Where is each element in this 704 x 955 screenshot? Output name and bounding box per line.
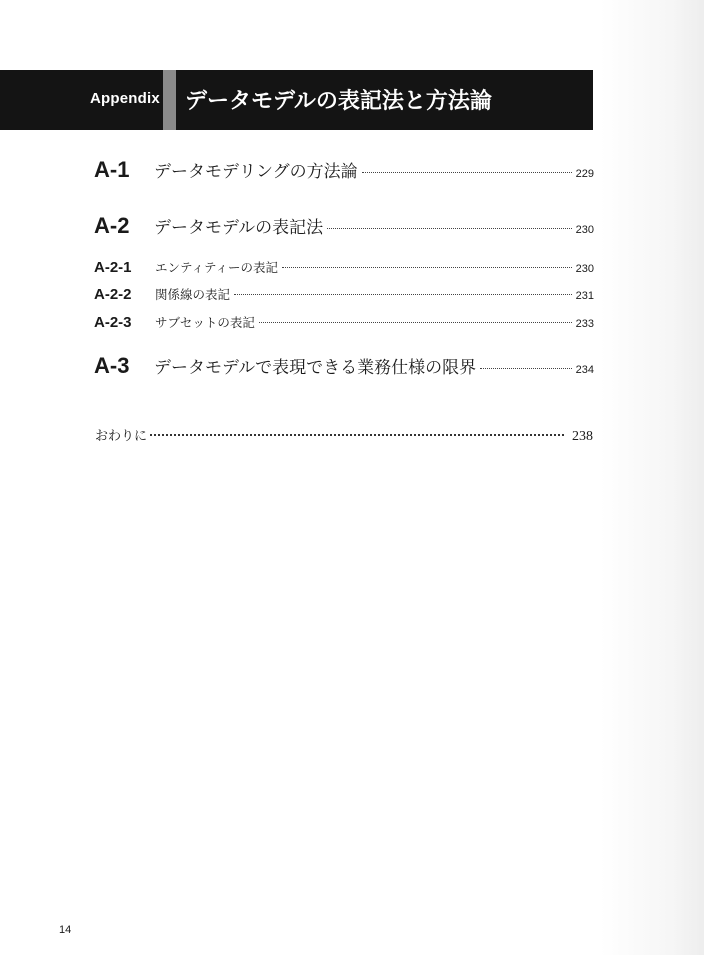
page-number: 230: [575, 263, 594, 275]
dot-leader: [327, 228, 571, 229]
page-number: 231: [575, 290, 594, 302]
toc-entry-a-2-3[interactable]: [94, 313, 594, 331]
dot-leader: [362, 172, 572, 173]
page-number: 233: [575, 318, 594, 330]
section-title: データモデリングの方法論: [154, 162, 358, 182]
page-number: 229: [575, 168, 594, 180]
page-number: 234: [575, 364, 594, 376]
subsection-title: サブセットの表記: [155, 315, 255, 330]
section-number: A-2: [94, 213, 130, 238]
section-title: データモデルの表記法: [154, 218, 324, 238]
subsection-title: エンティティーの表記: [155, 260, 279, 275]
toc-entry-a-1[interactable]: [94, 157, 594, 183]
subsection-number: A-2-3: [94, 314, 132, 331]
subsection-title: 関係線の表記: [155, 287, 231, 302]
closing-title: おわりに: [95, 429, 148, 444]
toc-entry-a-3[interactable]: [94, 353, 594, 379]
dot-leader: [150, 434, 564, 436]
subsection-number: A-2-2: [94, 286, 132, 303]
toc-entry-a-2-2[interactable]: [94, 285, 594, 303]
subsection-number: A-2-1: [94, 259, 132, 276]
appendix-label: Appendix: [90, 90, 160, 107]
dot-leader: [282, 267, 572, 268]
section-title: データモデルで表現できる業務仕様の限界: [154, 358, 477, 378]
page-number: 238: [572, 429, 593, 444]
folio-page-number: 14: [59, 924, 72, 936]
header-divider: [163, 70, 176, 130]
toc-entry-a-2[interactable]: [94, 213, 594, 239]
section-number: A-3: [94, 353, 130, 378]
chapter-title: データモデルの表記法と方法論: [185, 89, 492, 114]
page-edge-shadow: [600, 0, 704, 955]
dot-leader: [259, 322, 572, 323]
toc-entry-a-2-1[interactable]: [94, 258, 594, 276]
dot-leader: [234, 294, 572, 295]
section-number: A-1: [94, 157, 130, 182]
chapter-header: [0, 70, 593, 130]
page-number: 230: [575, 224, 594, 236]
toc-entry-closing[interactable]: [95, 425, 593, 445]
dot-leader: [480, 368, 571, 369]
